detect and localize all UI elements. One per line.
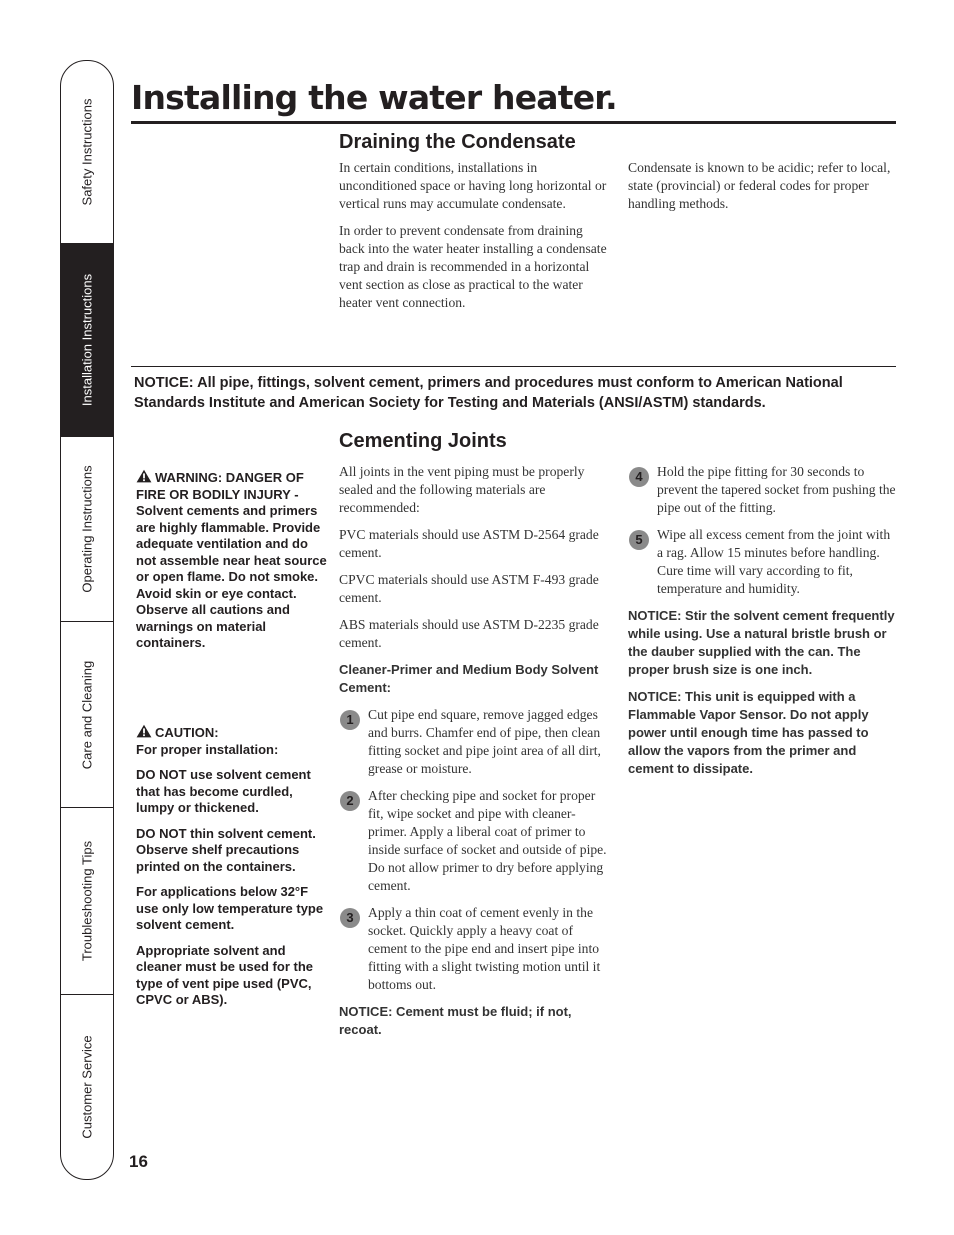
caution-item: For applications below 32°F use only low temperature type solvent cement. [136,884,324,932]
draining-paragraph: In order to prevent condensate from draining back into the water heater installing a condensate trap and drain is recommended in a horizontal vent section as close as practical to the water heater vent connection. [339,223,607,310]
step-1 [339,706,609,778]
step-number-badge: 2 [340,791,360,811]
step-number-badge: 3 [340,908,360,928]
tab-operating-instructions[interactable] [61,437,113,622]
caution-title: CAUTION: [155,725,219,740]
notice-vapor-sensor: NOTICE: This unit is equipped with a Flammable Vapor Sensor. Do not apply power until enough time has passed to allow the vapors from the primer and cement to dissipate. [628,689,869,776]
cementing-heading: Cementing Joints [339,430,507,452]
notice-stir-cement: NOTICE: Stir the solvent cement frequently while using. Use a natural bristle brush or the dauber supplied with the can. The proper brush size is one inch. [628,608,895,677]
tab-label: Troubleshooting Tips [79,840,95,962]
cementing-paragraph: CPVC materials should use ASTM F-493 grade cement. [339,572,599,605]
tab-label: Safety Instructions [79,98,95,206]
title-rule [131,121,896,124]
tab-troubleshooting-tips[interactable] [61,808,113,995]
step-2 [339,787,609,895]
caution-item: Appropriate solvent and cleaner must be used for the type of vent pipe used (PVC, CPVC or ABS). [136,942,313,1007]
step-number-badge: 1 [340,710,360,730]
tab-label: Customer Service [79,1035,95,1139]
step-number-badge: 5 [629,530,649,550]
step-text: Hold the pipe fitting for 30 seconds to prevent the tapered socket from pushing the pipe out of the fitting. [657,464,896,515]
draining-paragraph: Condensate is known to be acidic; refer to local, state (provincial) or federal codes for proper handling methods. [628,160,891,211]
notice-standards: NOTICE: All pipe, fittings, solvent cement, primers and procedures must conform to American National Standards Institute and American Society for Testing and Materials (ANSI/ASTM) standards. [134,375,843,411]
step-number-badge: 4 [629,467,649,487]
page-title: Installing the water heater. [131,78,617,117]
draining-heading: Draining the Condensate [339,131,576,153]
cementing-paragraph: PVC materials should use ASTM D-2564 grade cement. [339,527,599,560]
step-text: After checking pipe and socket for proper fit, wipe socket and pipe with cleaner-primer. Apply a liberal coat of primer to inside surface of socket and outside of pipe. Do not allow primer to dry before applying cement. [368,788,607,893]
tab-care-and-cleaning[interactable] [61,622,113,808]
step-text: Wipe all excess cement from the joint with a rag. Allow 15 minutes before handling. Cure time will vary according to fit, temperature and humidity. [657,527,891,596]
draining-paragraph: In certain conditions, installations in unconditioned space or having long horizontal or vertical runs may accumulate condensate. [339,160,607,211]
cementing-column-1 [339,463,609,1039]
page-number: 16 [129,1152,148,1171]
draining-column-1 [339,159,611,321]
tab-label: Installation Instructions [79,273,95,407]
draining-column-2 [628,159,898,222]
tab-safety-instructions[interactable] [61,61,113,244]
section-tabs [60,60,114,1180]
caution-triangle-icon [136,724,152,738]
step-3 [339,904,609,994]
tab-label: Operating Instructions [79,465,95,593]
warning-triangle-icon [136,469,152,483]
tab-label: Care and Cleaning [79,660,95,769]
caution-block [136,724,330,1018]
caution-subtitle: For proper installation: [136,741,279,757]
cementing-paragraph: ABS materials should use ASTM D-2235 grade cement. [339,617,599,650]
caution-item: DO NOT thin solvent cement. Observe shelf precautions printed on the containers. [136,825,316,874]
step-4 [628,463,896,517]
cementing-column-2 [628,463,896,778]
tab-customer-service[interactable] [61,995,113,1179]
section-divider [131,366,896,367]
step-text: Apply a thin coat of cement evenly in the socket. Quickly apply a heavy coat of cement to the pipe end and insert pipe into fitting with a slight twisting motion until it bottoms out. [368,905,601,992]
warning-block [136,469,328,661]
tab-installation-instructions[interactable] [61,244,113,437]
step-text: Cut pipe end square, remove jagged edges and burrs. Chamfer end of pipe, then clean fitting socket and pipe joint area of all dirt, grease or moisture. [368,707,601,776]
notice-cement-fluid: NOTICE: Cement must be fluid; if not, recoat. [339,1004,572,1037]
cementing-subhead: Cleaner-Primer and Medium Body Solvent Cement: [339,662,599,695]
cementing-paragraph: All joints in the vent piping must be properly sealed and the following materials are recommended: [339,464,585,515]
step-5 [628,526,896,598]
warning-text: WARNING: DANGER OF FIRE OR BODILY INJURY - Solvent cements and primers are highly flammable. Provide adequate ventilation and do not assemble near heat source or open flame. Do not smoke. Avoid skin or eye contact. Observe all cautions and warnings on material containers. [136,470,327,650]
caution-item: DO NOT use solvent cement that has become curdled, lumpy or thickened. [136,767,311,815]
